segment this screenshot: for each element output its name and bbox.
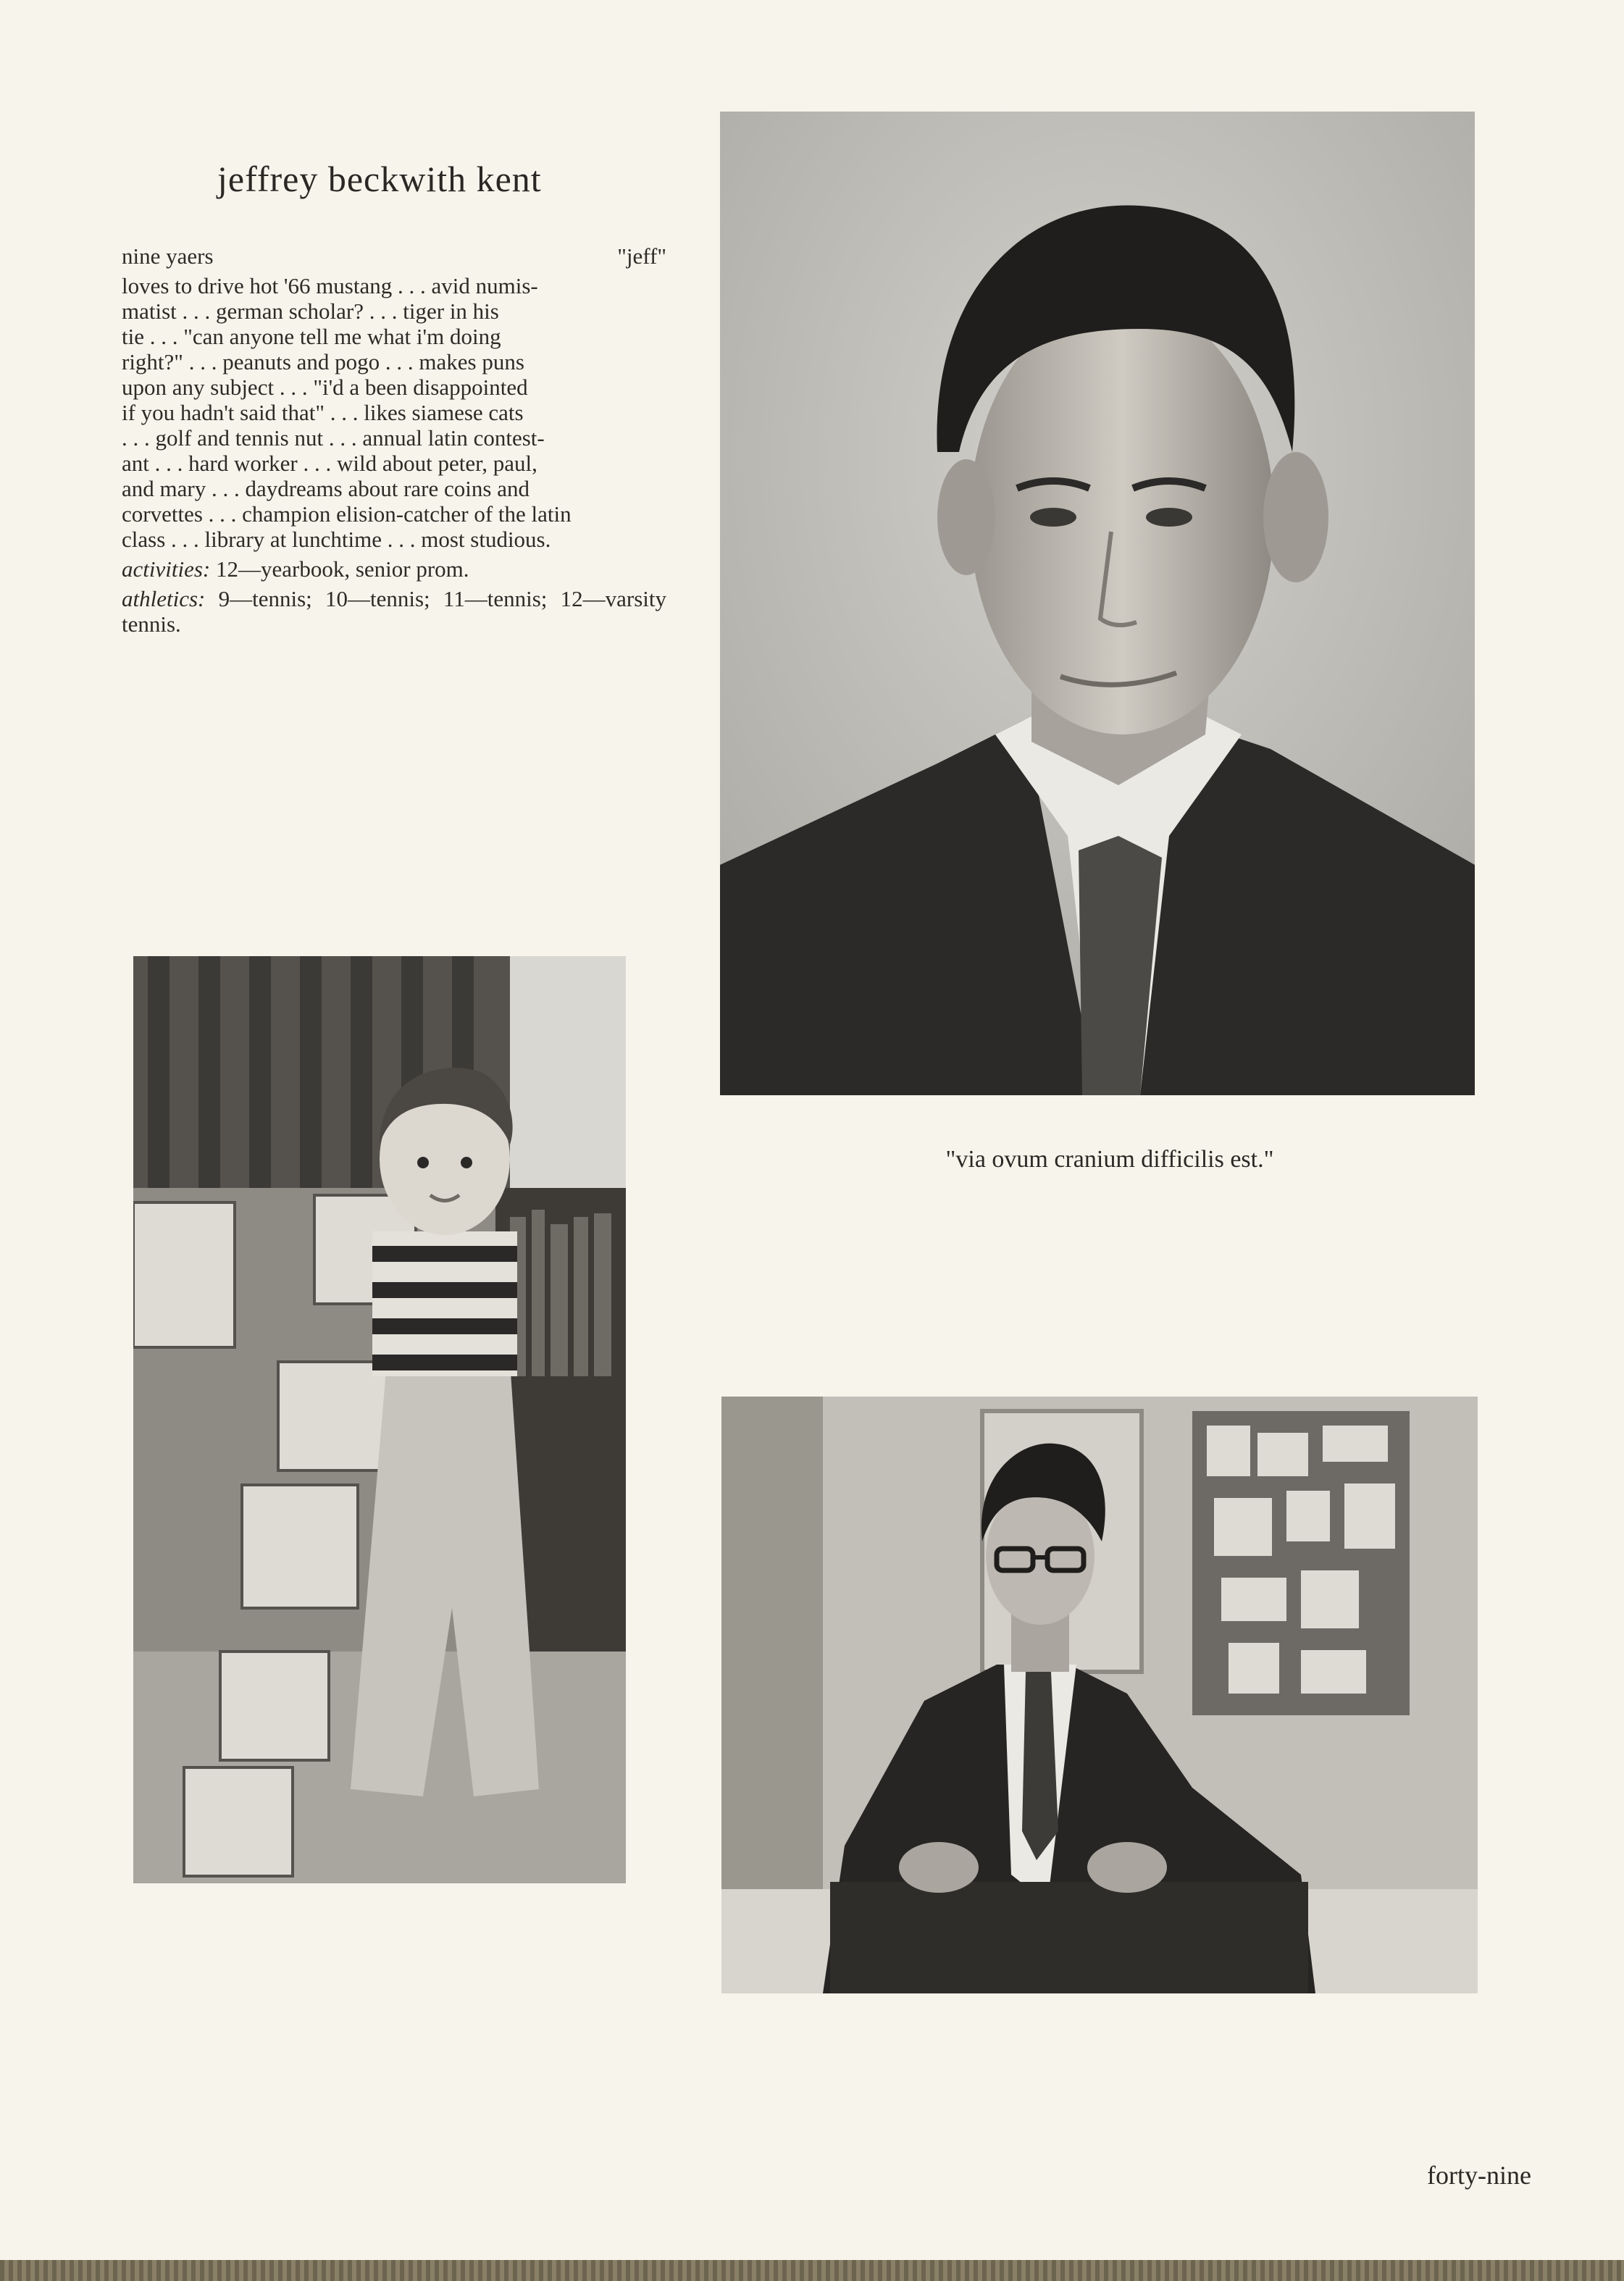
bio-line: and mary . . . daydreams about rare coins and	[122, 476, 530, 501]
bio-line: corvettes . . . champion elision-catcher of the latin	[122, 501, 572, 527]
senior-quote: "via ovum cranium difficilis est."	[945, 1146, 1274, 1173]
bio-line: class . . . library at lunchtime . . . most studious.	[122, 527, 551, 552]
classroom-photo	[721, 1397, 1478, 1993]
years-attended: nine yaers	[122, 243, 214, 269]
classroom-illustration	[721, 1397, 1478, 1993]
biography-block	[122, 243, 666, 637]
childhood-photo	[133, 956, 626, 1883]
activities-label: activities:	[122, 556, 211, 582]
bio-line: upon any subject . . . "i'd a been disappointed	[122, 374, 528, 400]
bio-line: . . . golf and tennis nut . . . annual latin contest-	[122, 425, 545, 451]
athletics-line	[122, 586, 666, 637]
bio-line: ant . . . hard worker . . . wild about peter, paul,	[122, 451, 537, 476]
bio-line: matist . . . german scholar? . . . tiger in his	[122, 298, 499, 324]
senior-portrait-illustration	[720, 112, 1475, 1095]
bio-line: tie . . . "can anyone tell me what i'm doing	[122, 324, 501, 349]
student-name: jeffrey beckwith kent	[217, 159, 542, 199]
athletics-label: athletics:	[122, 586, 206, 611]
athletics-text: 9—tennis; 10—tennis; 11—tennis; 12—varsity tennis.	[122, 586, 666, 637]
page-number: forty-nine	[1427, 2161, 1531, 2190]
bio-line: if you hadn't said that" . . . likes siamese cats	[122, 400, 524, 425]
page-bottom-edge	[0, 2260, 1624, 2281]
childhood-illustration	[133, 956, 626, 1883]
activities-text: 12—yearbook, senior prom.	[215, 556, 469, 582]
bio-line: right?" . . . peanuts and pogo . . . makes puns	[122, 349, 524, 374]
senior-portrait-photo	[720, 112, 1475, 1095]
activities-line	[122, 556, 666, 582]
nickname: "jeff"	[617, 243, 666, 269]
bio-line: loves to drive hot '66 mustang . . . avid numis-	[122, 273, 538, 298]
years-row	[122, 243, 666, 269]
